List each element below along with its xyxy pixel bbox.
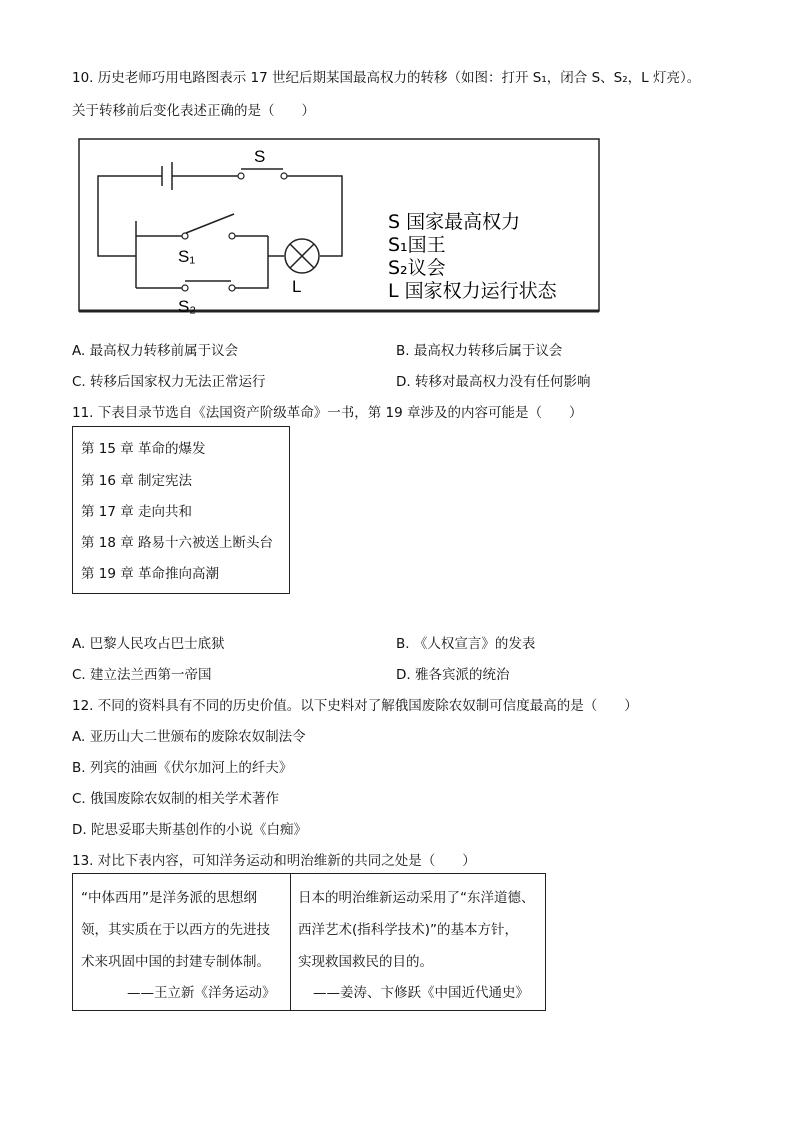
wire-s2-right [235,236,284,288]
q11-option-d[interactable]: D. 雅各宾派的统治 [396,667,510,683]
left-quote-line: 术来巩固中国的封建专制体制。 [81,954,270,970]
switch-s1-contact-a [182,233,188,239]
q10-option-b[interactable]: B. 最高权力转移后属于议会 [396,343,563,359]
left-quote-line: 领，其实质在于以西方的先进技 [81,922,270,938]
switch-s-contact-a [238,173,244,179]
left-quote-source: ——王立新《洋务运动》 [127,985,276,1001]
chapter-row: 第 19 章 革命推向高潮 [81,566,220,582]
q10-option-a[interactable]: A. 最高权力转移前属于议会 [72,343,239,359]
right-quote-line: 日本的明治维新运动采用了“东洋道德、 [298,890,535,906]
right-quote-line: 西洋艺术(指科学技术)”的基本方针， [298,922,519,938]
q12-option-c[interactable]: C. 俄国废除农奴制的相关学术著作 [72,791,280,807]
q10-circuit-figure [76,136,604,318]
q12-option-d[interactable]: D. 陀思妥耶夫斯基创作的小说《白痴》 [72,822,307,838]
chapter-row: 第 16 章 制定宪法 [81,473,193,489]
label-s: S [254,147,266,166]
chapter-row: 第 18 章 路易十六被送上断头台 [81,535,274,551]
switch-s2-contact-a [182,285,188,291]
wire-left [98,176,162,256]
q10-option-d[interactable]: D. 转移对最高权力没有任何影响 [396,374,591,390]
legend-line-3: S₂议会 [388,257,446,279]
q12-stem: 12. 不同的资料具有不同的历史价值。以下史料对了解俄国废除农奴制可信度最高的是（ ） [72,698,638,714]
q13-stem: 13. 对比下表内容，可知洋务运动和明治维新的共同之处是（ ） [72,853,476,869]
switch-s-contact-b [281,173,287,179]
left-quote-line: “中体西用”是洋务派的思想纲 [81,890,257,906]
switch-s1-contact-b [229,233,235,239]
q11-option-a[interactable]: A. 巴黎人民攻占巴士底狱 [72,636,225,652]
q11-option-c[interactable]: C. 建立法兰西第一帝国 [72,667,212,683]
legend-line-1: S 国家最高权力 [388,211,521,233]
q11-stem: 11. 下表目录节选自《法国资产阶级革命》一书，第 19 章涉及的内容可能是（ ） [72,405,583,421]
table-divider [290,874,291,1010]
switch-s1-blade-open [186,214,234,233]
label-l: L [292,277,302,296]
q10-stem-line2: 关于转移前后变化表述正确的是（ ） [72,103,315,119]
q12-option-b[interactable]: B. 列宾的油画《伏尔加河上的纤夫》 [72,760,293,776]
chapter-row: 第 15 章 革命的爆发 [81,441,206,457]
q10-stem-line1: 10. 历史老师巧用电路图表示 17 世纪后期某国最高权力的转移（如图：打开 S₁，闭合 S、S₂，L 灯亮）。 [72,70,701,86]
label-s2: S₂ [178,297,196,316]
right-quote-line: 实现救国救民的目的。 [298,954,433,970]
chapter-row: 第 17 章 走向共和 [81,504,193,520]
label-s1: S₁ [178,247,196,266]
legend-line-2: S₁国王 [388,234,446,256]
legend-line-4: L 国家权力运行状态 [388,280,557,302]
q11-chapter-table [72,426,290,594]
switch-s2-contact-b [229,285,235,291]
q11-option-b[interactable]: B. 《人权宣言》的发表 [396,636,536,652]
q10-option-c[interactable]: C. 转移后国家权力无法正常运行 [72,374,266,390]
right-quote-source: ——姜涛、卞修跃《中国近代通史》 [313,985,529,1001]
q13-comparison-table [72,873,546,1011]
q12-option-a[interactable]: A. 亚历山大二世颁布的废除农奴制法令 [72,729,306,745]
